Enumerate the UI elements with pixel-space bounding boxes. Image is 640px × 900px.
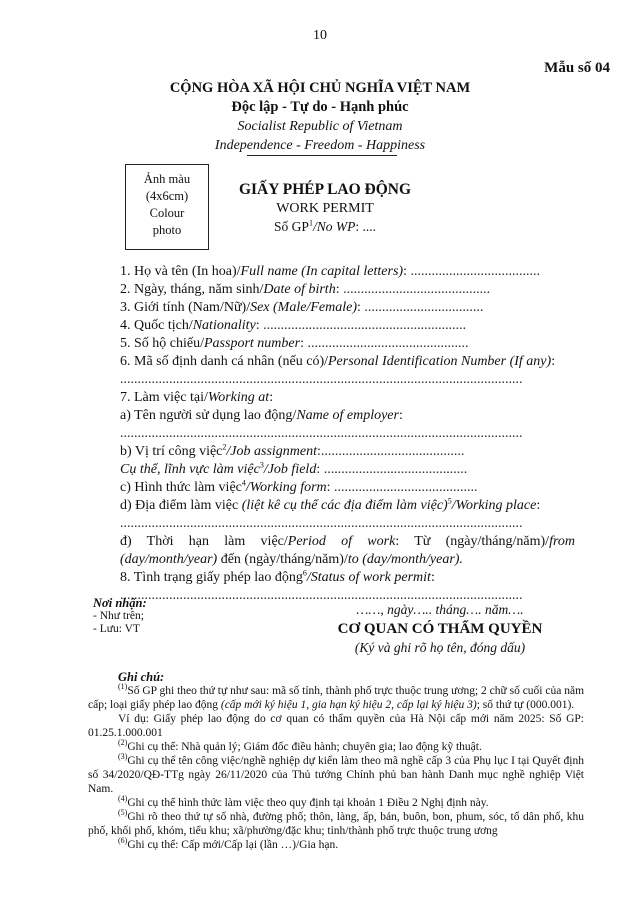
field-working-place: d) Địa điểm làm việc (liệt kê cụ thể các địa điểm làm việc)$^5$/Working place: — [120, 496, 541, 513]
recipient-item: - Lưu: VT — [93, 623, 140, 635]
date-line: ……, ngày….. tháng…. năm…. — [356, 602, 524, 617]
field-full-name: 1. Họ và tên (In hoa)/Full name (In capital letters): ..................................... — [120, 264, 540, 279]
photo-label-en-2: photo — [152, 223, 182, 237]
recipients-title: Nơi nhận: — [93, 596, 147, 610]
country-name: CỘNG HÒA XÃ HỘI CHỦ NGHĨA VIỆT NAM — [169, 80, 471, 96]
authority-name: CƠ QUAN CÓ THẨM QUYỀN — [337, 621, 543, 637]
signature-block — [300, 601, 580, 657]
note-1: $^{(1)}$Số GP ghi theo thứ tự như sau: mã số tỉnh, thành phố trực thuộc trung ương; 2 chữ số cuối của năm cấp; loại giấy phép lao động (cấp mới ký hiệu 1, gia hạn ký hiệu 2, cấp lại ký hiệu 3); số thứ tự (000.001). — [88, 682, 585, 711]
field-permit-status: 8. Tình trạng giấy phép lao động$^6$/Status of work permit: — [120, 568, 435, 585]
note-1-example: Ví dụ: Giấy phép lao động do cơ quan có thẩm quyền của Hà Nội cấp mới năm 2025: Số GP: 01.25.1.000.001 — [88, 713, 584, 739]
note-6: $^{(6)}$Ghi cụ thể: Cấp mới/Cấp lại (lần …)/Gia hạn. — [118, 836, 339, 851]
permit-number: Số $GP^1/No$ WP: .... — [274, 218, 376, 234]
field-permit-status-dots: ................................................................................................................... — [120, 588, 523, 603]
title-en: WORK PERMIT — [276, 201, 374, 216]
field-job-field: Cụ thể, lĩnh vực làm việc$^3$/Job field: ......................................... — [120, 460, 468, 477]
field-working-form: c) Hình thức làm việc$^4$/Working form: ......................................... — [120, 478, 478, 495]
photo-label-en: Colour — [149, 206, 185, 220]
field-sex: 3. Giới tính (Nam/Nữ)/Sex (Male/Female): .................................. — [120, 300, 484, 315]
field-personal-id: 6. Mã số định danh cá nhân (nếu có)/Personal Identification Number (If any): — [120, 354, 556, 369]
document-title — [210, 180, 440, 236]
notes-title: Ghi chú: — [118, 670, 165, 684]
motto-en: Independence - Freedom - Happiness — [214, 138, 426, 153]
sign-instruction: (Ký và ghi rõ họ tên, đóng dấu) — [354, 640, 526, 655]
note-4: $^{(4)}$Ghi cụ thể hình thức làm việc theo quy định tại khoản 1 Điều 2 Nghị định này. — [118, 794, 489, 809]
notes — [88, 670, 584, 852]
note-3: $^{(3)}$Ghi cụ thể tên công việc/nghề nghiệp dự kiến làm theo mã nghề cấp 3 của Phụ lục I tại Quyết định số 34/2020/QĐ-TTg ngày 26/11/2020 của Thủ tướng Chính phủ ban hành Danh mục nghề nghiệp Việt Nam. — [88, 752, 584, 795]
field-working-place-dots: ................................................................................................................... — [120, 516, 523, 531]
field-personal-id-dots: ................................................................................................................... — [120, 372, 523, 387]
field-employer: a) Tên người sử dụng lao động/Name of employer: — [120, 408, 403, 423]
country-name-en: Socialist Republic of Vietnam — [237, 119, 403, 134]
field-working-at: 7. Làm việc tại/Working at: — [120, 390, 274, 405]
national-header — [0, 79, 640, 155]
motto: Độc lập - Tự do - Hạnh phúc — [231, 99, 409, 115]
note-5: $^{(5)}$Ghi rõ theo thứ tự số nhà, đường phố; thôn, làng, ấp, bản, buôn, bon, phum, sóc, tổ dân phố, khu phố, khối phố, khóm, tiểu khu; xã/phường/đặc khu; tỉnh/thành phố trực thuộc trung ương — [88, 808, 584, 837]
title-vi: GIẤY PHÉP LAO ĐỘNG — [238, 181, 412, 198]
form-number: Mẫu số 04 — [544, 60, 610, 76]
recipient-item: - Như trên; — [93, 610, 144, 622]
field-passport: 5. Số hộ chiếu/Passport number: .............................................. — [120, 336, 469, 351]
page-number: 10 — [313, 28, 327, 43]
field-date-of-birth: 2. Ngày, tháng, năm sinh/Date of birth: .......................................... — [120, 282, 491, 297]
field-employer-dots: ................................................................................................................... — [120, 426, 523, 441]
recipients — [93, 597, 147, 636]
field-nationality: 4. Quốc tịch/Nationality: .......................................................... — [120, 318, 467, 333]
field-job-assignment: b) Vị trí công việc$^2$/Job assignment:......................................... — [120, 442, 465, 459]
header-divider — [247, 155, 397, 156]
photo-placeholder — [125, 164, 209, 250]
note-2: $^{(2)}$Ghi cụ thể: Nhà quản lý; Giám đốc điều hành; chuyên gia; lao động kỹ thuật. — [118, 738, 482, 753]
photo-label: Ảnh màu — [143, 172, 191, 186]
field-period-of-work: đ) Thời hạn làm việc/Period of work: Từ (ngày/tháng/năm)/from (day/month/year) đến (ngày/tháng/năm)/to (day/month/year). — [120, 534, 575, 567]
photo-size: (4x6cm) — [145, 189, 189, 203]
